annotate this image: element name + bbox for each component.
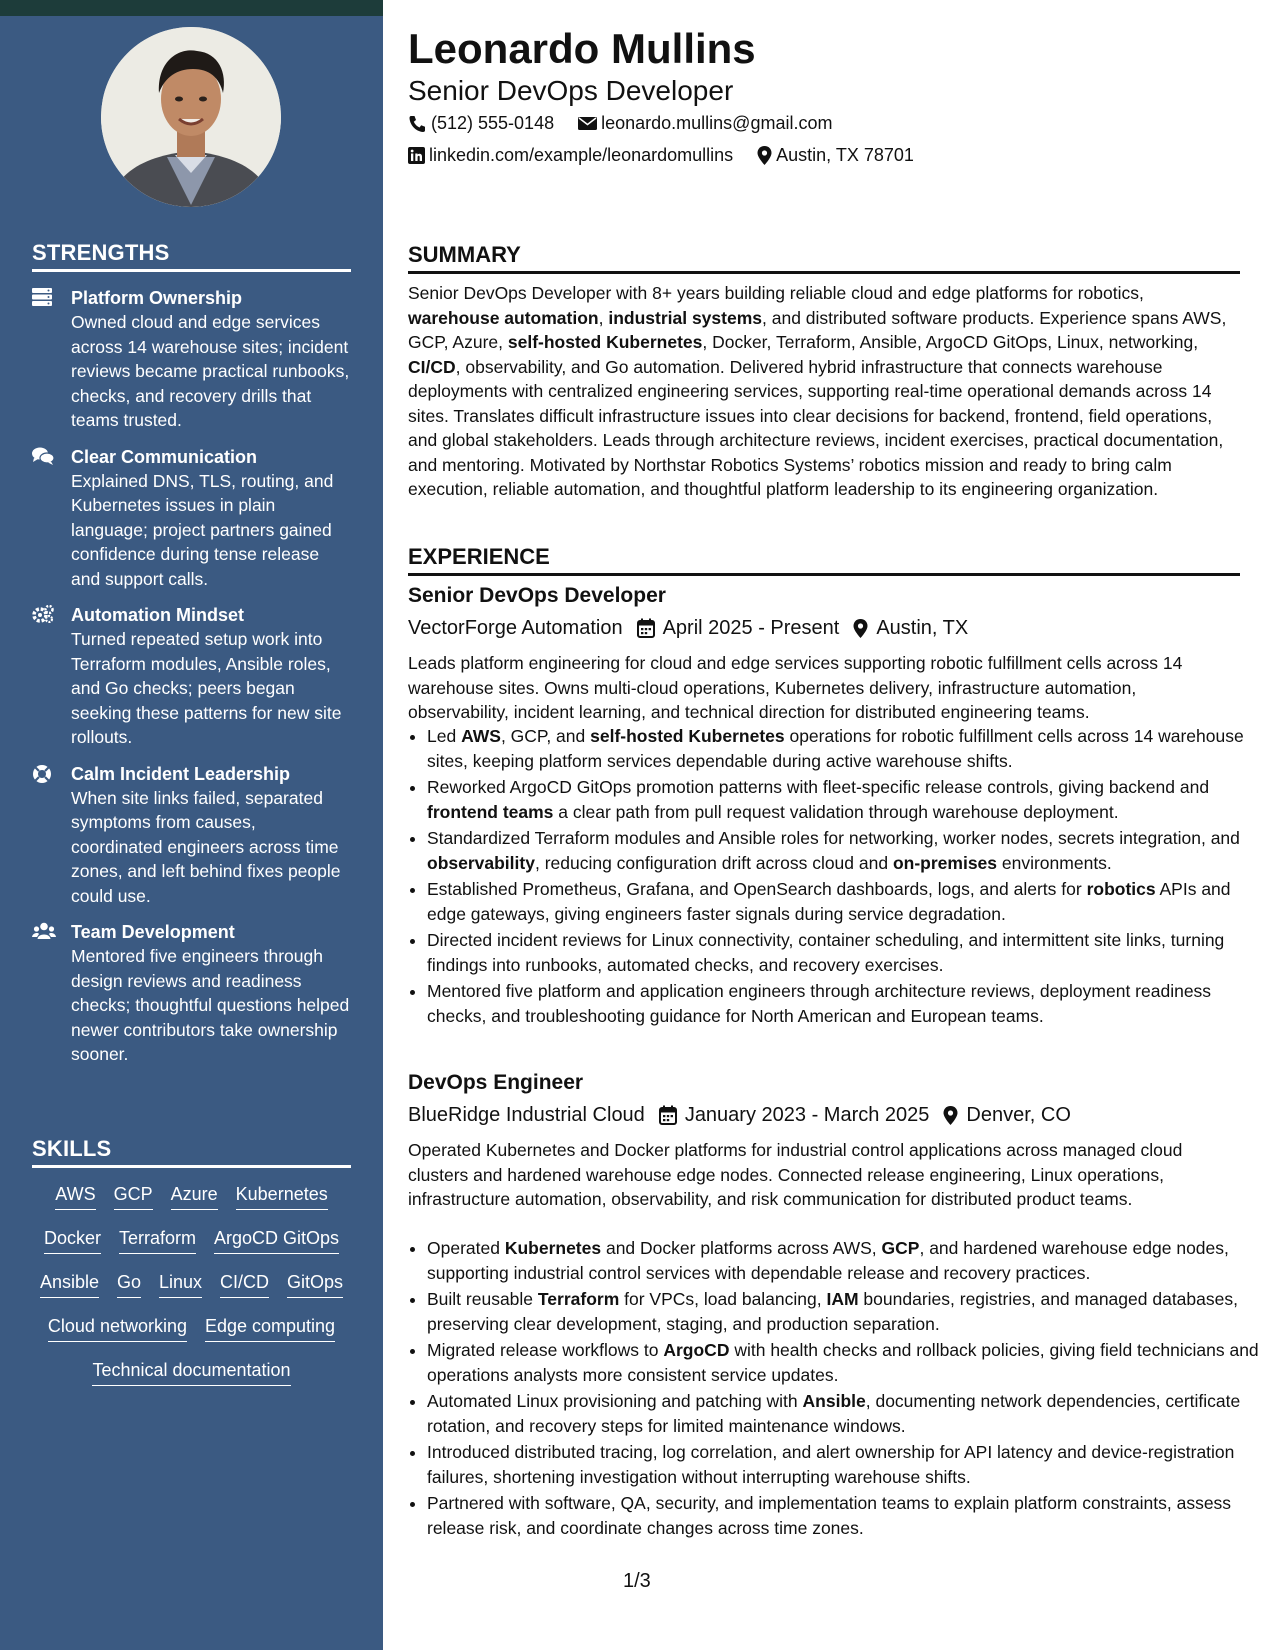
text-run: Built reusable — [427, 1289, 538, 1309]
bullet-item — [427, 1440, 1259, 1489]
text-run: , and distributed software products. Experience spans AWS, GCP, Azure, — [408, 307, 1227, 352]
candidate-title: Senior DevOps Developer — [408, 75, 734, 106]
text-run: Established Prometheus, Grafana, and OpenSearch dashboards, logs, and alerts for — [427, 879, 1087, 899]
skill-tag: GCP — [114, 1182, 153, 1210]
text-run: , observability, and Go automation. Delivered hybrid infrastructure that connects warehouse deployments with centralized engineering services, supporting real-time operational demands across 14 sites. Translates difficult infrastructure issues into clear decisions for backend, frontend, field operations, and global stakeholders. Leads through architecture reviews, incident exercises, practical documentation, and mentoring. Motivated by Northstar Robotics Systems’ robotics mission and ready to bring calm execution, reliable automation, and thoughtful platform leadership to its engineering organization. — [408, 356, 1224, 499]
bold-text: self-hosted Kubernetes — [590, 726, 785, 746]
bold-text: IAM — [826, 1289, 859, 1309]
bullet-item — [427, 1491, 1259, 1540]
contact-phone — [408, 113, 554, 134]
bullet-item — [427, 775, 1259, 824]
job-meta — [408, 614, 982, 642]
phone-number[interactable]: (512) 555-0148 — [431, 113, 555, 133]
strength-title: Platform Ownership — [71, 288, 243, 308]
location-text: Austin, TX 78701 — [776, 145, 914, 165]
email-address[interactable]: leonardo.mullins@gmail.com — [601, 113, 833, 133]
text-run: and Docker platforms across AWS, — [601, 1238, 882, 1258]
job-bullets — [408, 1236, 1259, 1542]
strength-item — [32, 445, 351, 592]
text-run: operations for robotic fulfillment cells across 14 warehouse sites, keeping platform services dependable during active warehouse shifts. — [427, 726, 1244, 771]
summary-text — [408, 281, 1240, 502]
linkedin-icon — [408, 147, 425, 164]
text-run: , GCP, and — [500, 726, 591, 746]
job-dates-text: April 2025 - Present — [662, 617, 840, 639]
strength-item — [32, 603, 351, 750]
text-run: Introduced distributed tracing, log correlation, and alert ownership for API latency and device-registration failures, shortening investigation without interrupting warehouse shifts. — [427, 1442, 1235, 1487]
text-run: , reducing configuration drift across cloud and — [534, 852, 893, 873]
text-run: Standardized Terraform modules and Ansible roles for networking, worker nodes, secrets integration, and — [427, 828, 1240, 848]
bullet-item — [427, 1236, 1259, 1285]
sidebar-top-band — [0, 0, 383, 16]
phone-icon — [408, 115, 427, 133]
text-run: Mentored five platform and application engineers through architecture reviews, deployment readiness checks, and troubleshooting guidance for North American and European teams. — [427, 981, 1212, 1026]
skills-heading: SKILLS — [32, 1136, 351, 1168]
calendar-icon — [637, 618, 655, 638]
strength-title: Automation Mindset — [71, 605, 244, 625]
strength-desc: Turned repeated setup work into Terraform modules, Ansible roles, and Go checks; peers began seeking these patterns for new site rollouts. — [71, 629, 342, 747]
text-run: Reworked ArgoCD GitOps promotion patterns with fleet-specific release controls, giving backend and — [427, 777, 1210, 797]
bullet-item — [427, 979, 1259, 1028]
text-run: for VPCs, load balancing, — [619, 1289, 827, 1309]
text-run: Migrated release workflows to — [427, 1340, 664, 1360]
strength-desc: Explained DNS, TLS, routing, and Kubernetes issues in plain language; project partners gained confidence during tense release and support calls. — [71, 470, 334, 589]
skill-tag: Cloud networking — [48, 1314, 187, 1342]
linkedin-url[interactable]: linkedin.com/example/leonardomullins — [429, 145, 734, 165]
life-ring-icon — [32, 764, 54, 782]
bullet-item — [427, 1287, 1259, 1336]
bold-text: warehouse automation — [408, 307, 599, 328]
text-run: , documenting network dependencies, certificate rotation, and recovery steps for limited maintenance windows. — [427, 1391, 1241, 1436]
envelope-icon — [578, 116, 597, 131]
users-icon — [32, 922, 54, 940]
server-icon — [32, 288, 54, 306]
strength-title: Clear Communication — [71, 446, 258, 467]
chat-bubbles-icon — [32, 447, 54, 465]
map-pin-icon — [943, 1106, 958, 1125]
text-run: Senior DevOps Developer with 8+ years building reliable cloud and edge platforms for robotics, — [408, 283, 1144, 303]
text-run: Automated Linux provisioning and patching with — [427, 1391, 803, 1411]
summary-heading: SUMMARY — [408, 242, 1240, 274]
job-company: VectorForge Automation — [408, 617, 623, 639]
job-dates-text: January 2023 - March 2025 — [684, 1104, 930, 1126]
page-number: 1/3 — [623, 1570, 651, 1592]
contact-location — [757, 145, 914, 166]
job-location — [853, 614, 968, 642]
text-run: boundaries, registries, and managed databases, preserving clear development, staging, and production separation. — [427, 1289, 1238, 1334]
strength-desc: Mentored five engineers through design reviews and readiness checks; thoughtful questions helped newer contributors take ownership sooner. — [71, 946, 350, 1064]
skill-tag: Terraform — [119, 1226, 196, 1254]
avatar — [101, 27, 281, 207]
job-meta — [408, 1101, 1085, 1129]
strength-item — [32, 762, 351, 909]
job-dates — [637, 614, 840, 642]
map-pin-icon — [853, 619, 868, 638]
text-run: environments. — [997, 852, 1112, 873]
bold-text: self-hosted Kubernetes — [507, 332, 703, 352]
job-dates — [659, 1101, 930, 1129]
text-run: Led — [427, 726, 462, 746]
experience-heading: EXPERIENCE — [408, 544, 1240, 576]
text-run: , and hardened warehouse edge nodes, supporting industrial control services with dependable release and recovery practices. — [427, 1238, 1229, 1283]
profile-photo — [101, 27, 281, 207]
text-run: with health checks and rollback policies, giving field technicians and operations analysts more consistent service updates. — [427, 1340, 1259, 1385]
strength-title: Calm Incident Leadership — [71, 763, 291, 784]
bold-text: CI/CD — [408, 356, 456, 377]
job-location-text: Austin, TX — [876, 617, 969, 639]
bullet-item — [427, 1338, 1259, 1387]
text-run: , Docker, Terraform, Ansible, ArgoCD GitOps, Linux, networking, — [702, 332, 1199, 352]
text-run: APIs and edge gateways, giving engineers faster signals during service degradation. — [427, 879, 1231, 924]
skill-tag: ArgoCD GitOps — [214, 1226, 339, 1254]
bold-text: Terraform — [537, 1289, 620, 1309]
skill-tag: CI/CD — [220, 1270, 269, 1298]
skill-tag: Ansible — [40, 1270, 99, 1298]
contact-linkedin — [408, 145, 733, 166]
skill-tag: Linux — [159, 1270, 202, 1298]
skill-tag: AWS — [55, 1182, 95, 1210]
bold-text: ArgoCD — [663, 1340, 730, 1360]
skill-tag: Technical documentation — [92, 1358, 290, 1386]
bullet-item — [427, 877, 1259, 926]
job-title: DevOps Engineer — [408, 1071, 584, 1094]
text-run: Directed incident reviews for Linux connectivity, container scheduling, and intermittent site links, turning findings into runbooks, automated checks, and recovery exercises. — [427, 930, 1225, 975]
bold-text: observability — [427, 852, 535, 873]
contact-email — [578, 113, 832, 134]
strengths-heading: STRENGTHS — [32, 240, 351, 272]
skill-tag: Azure — [171, 1182, 218, 1210]
strength-item — [32, 920, 351, 1067]
bold-text: Kubernetes — [504, 1238, 602, 1258]
text-run: a clear path from pull request validation through warehouse deployment. — [553, 801, 1119, 822]
job-location-text: Denver, CO — [966, 1104, 1071, 1126]
bullet-item — [427, 928, 1259, 977]
calendar-icon — [659, 1105, 677, 1125]
text-run: Operated — [427, 1238, 505, 1258]
bold-text: frontend teams — [427, 801, 554, 822]
skills-section — [32, 1136, 351, 1402]
bullet-item — [427, 826, 1259, 875]
strength-title: Team Development — [71, 922, 235, 942]
skill-tag: Edge computing — [205, 1314, 335, 1342]
strength-desc: Owned cloud and edge services across 14 warehouse sites; incident reviews became practical runbooks, checks, and recovery drills that teams trusted. — [71, 312, 350, 430]
contact-row-2 — [408, 145, 938, 166]
bold-text: robotics — [1086, 879, 1156, 899]
bold-text: industrial systems — [608, 307, 762, 328]
bullet-item — [427, 724, 1259, 773]
skill-tag: Kubernetes — [236, 1182, 328, 1210]
strength-desc: When site links failed, separated symptoms from causes, coordinated engineers across time zones, and left behind fixes people could use. — [71, 787, 341, 906]
job-title: Senior DevOps Developer — [408, 584, 666, 607]
text-run: Partnered with software, QA, security, and implementation teams to explain platform constraints, assess release risk, and coordinate changes across time zones. — [427, 1493, 1232, 1538]
job-location — [943, 1101, 1070, 1129]
bold-text: AWS — [461, 726, 501, 746]
candidate-name: Leonardo Mullins — [408, 25, 756, 72]
skills-list — [32, 1182, 351, 1402]
text-run: , — [598, 307, 609, 328]
job-bullets — [408, 724, 1259, 1030]
bold-text: Ansible — [802, 1391, 866, 1411]
bullet-item — [427, 1389, 1259, 1438]
sidebar — [0, 0, 383, 1650]
job-company: BlueRidge Industrial Cloud — [408, 1104, 645, 1126]
bold-text: on-premises — [892, 852, 998, 873]
bold-text: GCP — [881, 1238, 920, 1258]
job-description: Leads platform engineering for cloud and edge services supporting robotic fulfillment cells across 14 warehouse sites. Owns multi-cloud operations, Kubernetes delivery, infrastructure automation, observability, incident learning, and technical direction for distributed engineering teams. — [408, 653, 1183, 722]
job-description: Operated Kubernetes and Docker platforms for industrial control applications across managed cloud clusters and hardened warehouse edge nodes. Connected release engineering, Linux operations, infrastructure automation, observability, and risk communication for distributed product teams. — [408, 1140, 1183, 1209]
map-pin-icon — [757, 146, 772, 165]
skill-tag: Go — [117, 1270, 141, 1298]
strengths-section — [32, 240, 351, 1067]
contact-row-1 — [408, 113, 856, 134]
strength-item — [32, 286, 351, 433]
gears-icon — [32, 605, 54, 623]
skill-tag: Docker — [44, 1226, 101, 1254]
skill-tag: GitOps — [287, 1270, 343, 1298]
